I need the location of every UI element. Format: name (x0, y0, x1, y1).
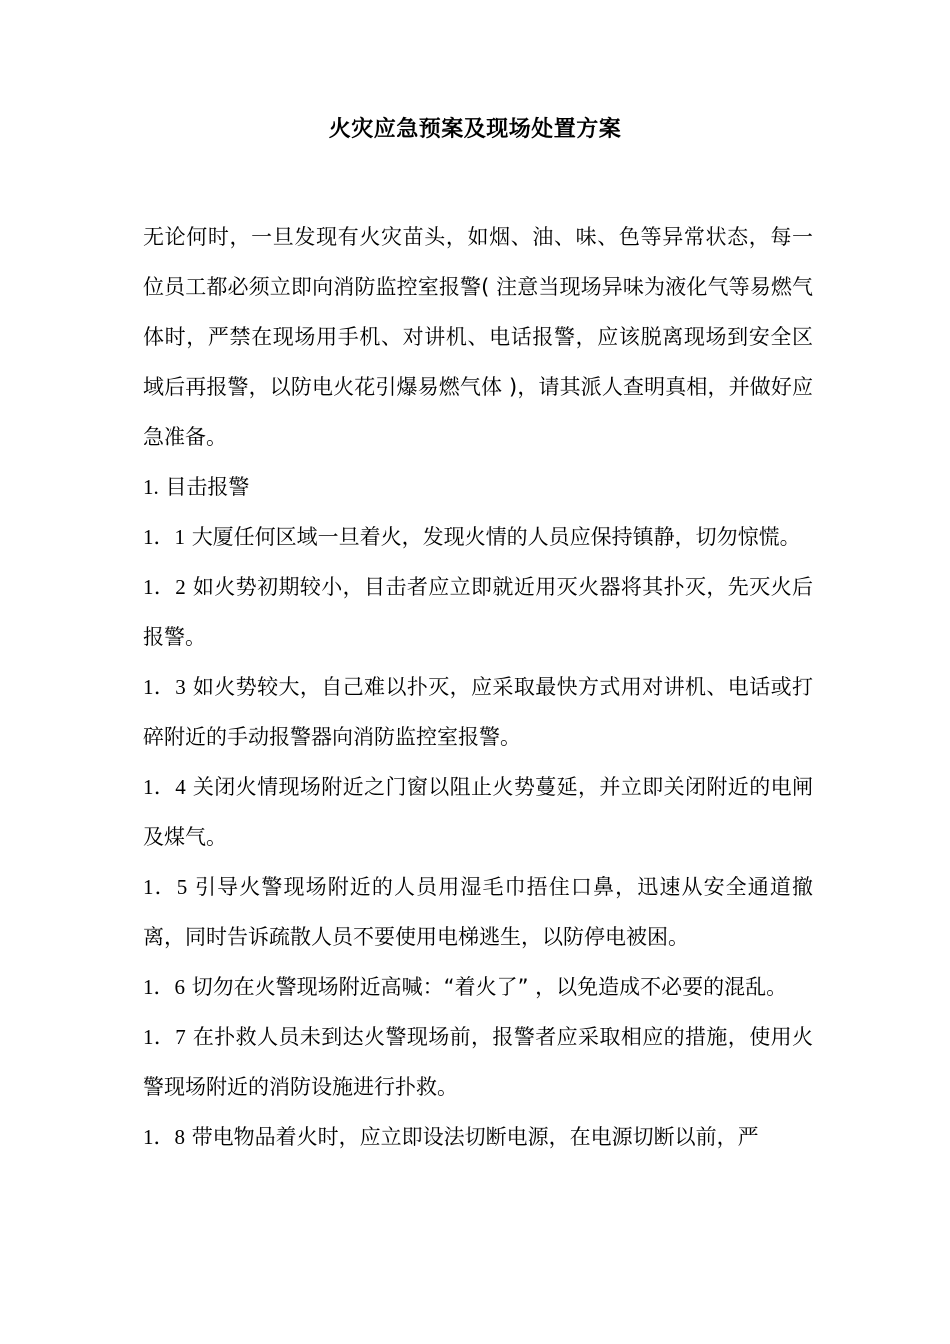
item-number: 1．5 (143, 875, 188, 899)
document-title: 火灾应急预案及现场处置方案 (328, 117, 622, 142)
list-item (143, 962, 813, 1012)
item-text: 在扑救人员未到达火警现场前，报警者应采取相应的措施，使用火警现场附近的消防设施进行扑救。 (143, 1025, 813, 1099)
section-heading-text: 目击报警 (165, 475, 250, 499)
item-number: 1．3 (143, 675, 186, 699)
section-number: 1. (143, 475, 159, 499)
item-number: 1．8 (143, 1125, 185, 1149)
item-text: 如火势较大，自己难以扑灭，应采取最快方式用对讲机、电话或打碎附近的手动报警器向消防监控室报警。 (143, 675, 813, 749)
section-heading (143, 462, 813, 512)
document-body (143, 212, 813, 1162)
item-number: 1．6 (143, 975, 185, 999)
item-number: 1．4 (143, 775, 186, 799)
item-text: 大厦任何区域一旦着火，发现火情的人员应保持镇静，切勿惊慌。 (191, 525, 801, 549)
item-text: 引导火警现场附近的人员用湿毛巾捂住口鼻，迅速从安全通道撤离，同时告诉疏散人员不要使用电梯逃生，以防停电被困。 (143, 875, 814, 949)
item-text: 如火势初期较小，目击者应立即就近用灭火器将其扑灭，先灭火后报警。 (143, 575, 813, 649)
list-item (143, 512, 813, 562)
list-item (143, 762, 813, 862)
item-number: 1．2 (143, 575, 186, 599)
item-text: 带电物品着火时，应立即设法切断电源，在电源切断以前，严 (191, 1125, 759, 1149)
item-text: 关闭火情现场附近之门窗以阻止火势蔓延，并立即关闭附近的电闸及煤气。 (143, 775, 813, 849)
intro-paragraph: 无论何时，一旦发现有火灾苗头，如烟、油、味、色等异常状态，每一位员工都必须立即向消防监控室报警( 注意当现场异味为液化气等易燃气体时，严禁在现场用手机、对讲机、电话报警，应该脱离现场到安全区域后再报警，以防电火花引爆易燃气体 )，请其派人查明真相，并做好应急准备。 (143, 225, 813, 449)
item-text: 切勿在火警现场附近高喊：“着火了” ，以免造成不必要的混乱。 (191, 975, 788, 999)
list-item (143, 862, 813, 962)
item-number: 1．7 (143, 1025, 186, 1049)
item-number: 1．1 (143, 525, 185, 549)
list-item (143, 1012, 813, 1112)
list-item (143, 1112, 813, 1162)
list-item (143, 562, 813, 662)
list-item (143, 662, 813, 762)
